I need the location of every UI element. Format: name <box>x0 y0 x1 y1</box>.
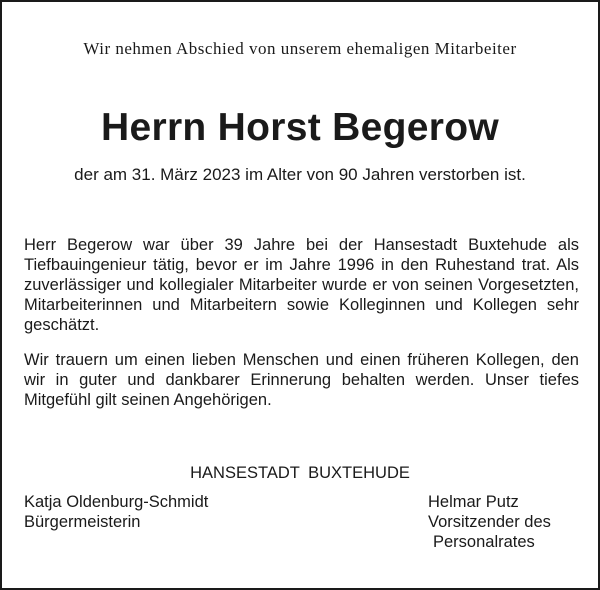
tribute-paragraph-2: Wir trauern um einen lieben Menschen und einen früheren Kollegen, den wir in guter und dankbarer Erinnerung behalten werden. Unser tiefes Mitgefühl gilt seinen Angehörigen. <box>24 351 579 409</box>
signatory-right-role-line1: Vorsitzender des <box>428 513 551 531</box>
deceased-name: Herrn Horst Begerow <box>101 106 499 149</box>
signatory-right <box>428 492 551 552</box>
signatory-left-name: Katja Oldenburg-Schmidt <box>24 493 209 511</box>
organization-name: HANSESTADT BUXTEHUDE <box>190 464 410 482</box>
tribute-paragraph-1: Herr Begerow war über 39 Jahre bei der Hansestadt Buxtehude als Tiefbauingenieur tätig, bevor er im Jahre 1996 in den Ruhestand trat. Als zuverlässiger und kollegialer Mitarbeiter wurde er von seinen Vorgesetzten, Mitarbeiterinnen und Mitarbeitern sowie Kolleginnen und Kollegen sehr geschätzt. <box>24 236 579 334</box>
signatory-left-role: Bürgermeisterin <box>24 513 141 531</box>
death-date-line: der am 31. März 2023 im Alter von 90 Jahren verstorben ist. <box>74 165 526 184</box>
signatory-left <box>24 492 208 532</box>
signatory-right-role-line2: Personalrates <box>433 533 535 551</box>
intro-line: Wir nehmen Abschied von unserem ehemaligen Mitarbeiter <box>83 39 517 58</box>
signatory-right-name: Helmar Putz <box>428 493 519 511</box>
